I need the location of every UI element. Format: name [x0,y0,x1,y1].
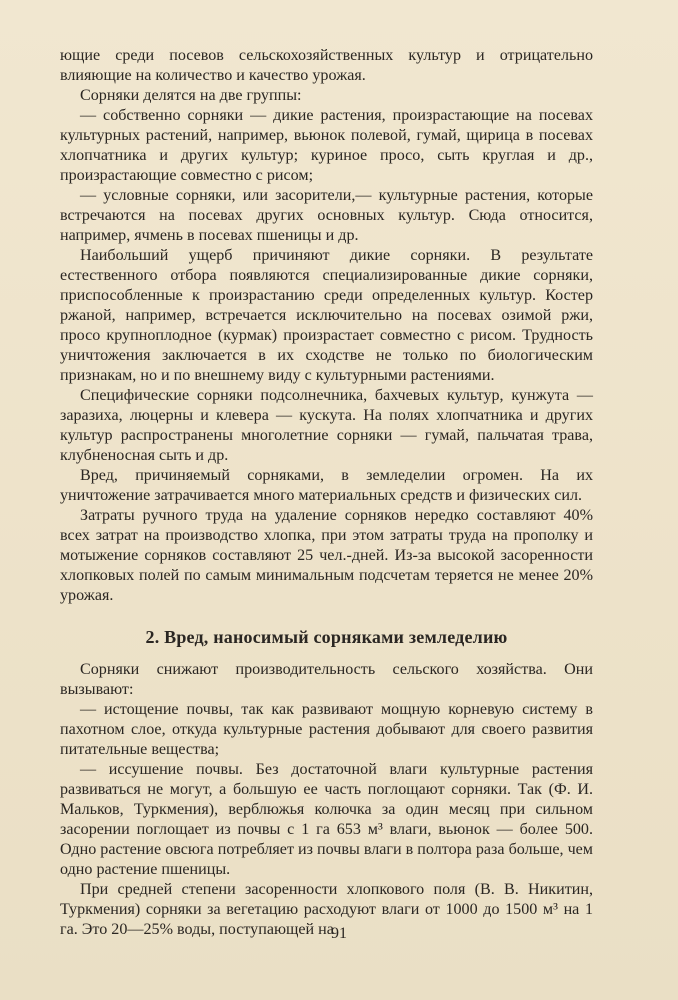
paragraph: Сорняки делятся на две группы: [80,87,302,104]
page-number: 91 [331,925,347,942]
paragraph: Специфические сорняки подсолнечника, бахчевых культур, кунжута — заразиха, люцерны и клевера — кускута. На полях хлопчатника и других культур распространены многолетние сорняки — гумай, пальчатая трава, клубненосная сыть и др. [60,387,593,464]
paragraph: Вред, причиняемый сорняками, в земледелии огромен. На их уничтожение затрачивается много материальных средств и физических сил. [60,467,593,504]
paragraph-conditional-weeds: — условные сорняки, или засорители,— культурные растения, которые встречаются на посевах других основных культур. Сюда относится, например, ячмень в посевах пшеницы и др. [60,187,593,244]
paragraph: Сорняки снижают производительность сельского хозяйства. Они вызывают: [60,661,593,698]
paragraph: — истощение почвы, так как развивают мощную корневую систему в пахотном слое, откуда культурные растения добывают для своего развития питательные вещества; [60,701,593,758]
paragraph: — иссушение почвы. Без достаточной влаги культурные растения развиваться не могут, а большую ее часть поглощают сорняки. Так (Ф. И. Мальков, Туркмения), верблюжья колючка за один месяц при сильном засорении поглощает из почвы с 1 га 653 м³ влаги, вьюнок — более 500. Одно растение овсюга потребляет из почвы влаги в полтора раза больше, чем одно растение пшеницы. [60,761,593,878]
paragraph: ющие среди посевов сельскохозяйственных культур и отрицательно влияющие на количество и качество урожая. [60,47,593,84]
paragraph: Наибольший ущерб причиняют дикие сорняки. В результате естественного отбора появляются специализированные дикие сорняки, приспособленные к произрастанию среди определенных культур. Костер ржаной, например, встречается исключительно на посевах озимой ржи, просо крупноплодное (курмак) произрастает совместно с рисом. Трудность уничтожения заключается в их сходстве не только по биологическим признакам, но и по внешнему виду с культурными растениями. [60,247,593,384]
paragraph: Затраты ручного труда на удаление сорняков нередко составляют 40% всех затрат на производство хлопка, при этом затраты труда на прополку и мотыжение сорняков составляют 25 чел.-дней. Из-за высокой засоренности хлопковых полей по самым минимальным подсчетам теряется не менее 20% урожая. [60,507,593,604]
section-heading: 2. Вред, наносимый сорняками земледелию [145,627,508,647]
paragraph-weeds-proper: — собственно сорняки — дикие растения, произрастающие на посевах культурных растений, например, вьюнок полевой, гумай, щирица в посевах хлопчатника и других культур; куриное просо, сыть круглая и др., произрастающие совместно с рисом; [60,107,593,184]
paragraph: При средней степени засоренности хлопкового поля (В. В. Никитин, Туркмения) сорняки за вегетацию расходуют влаги от 1000 до 1500 м³ на 1 га. Это 20—25% воды, поступающей на [60,881,593,938]
page-text [60,46,593,940]
